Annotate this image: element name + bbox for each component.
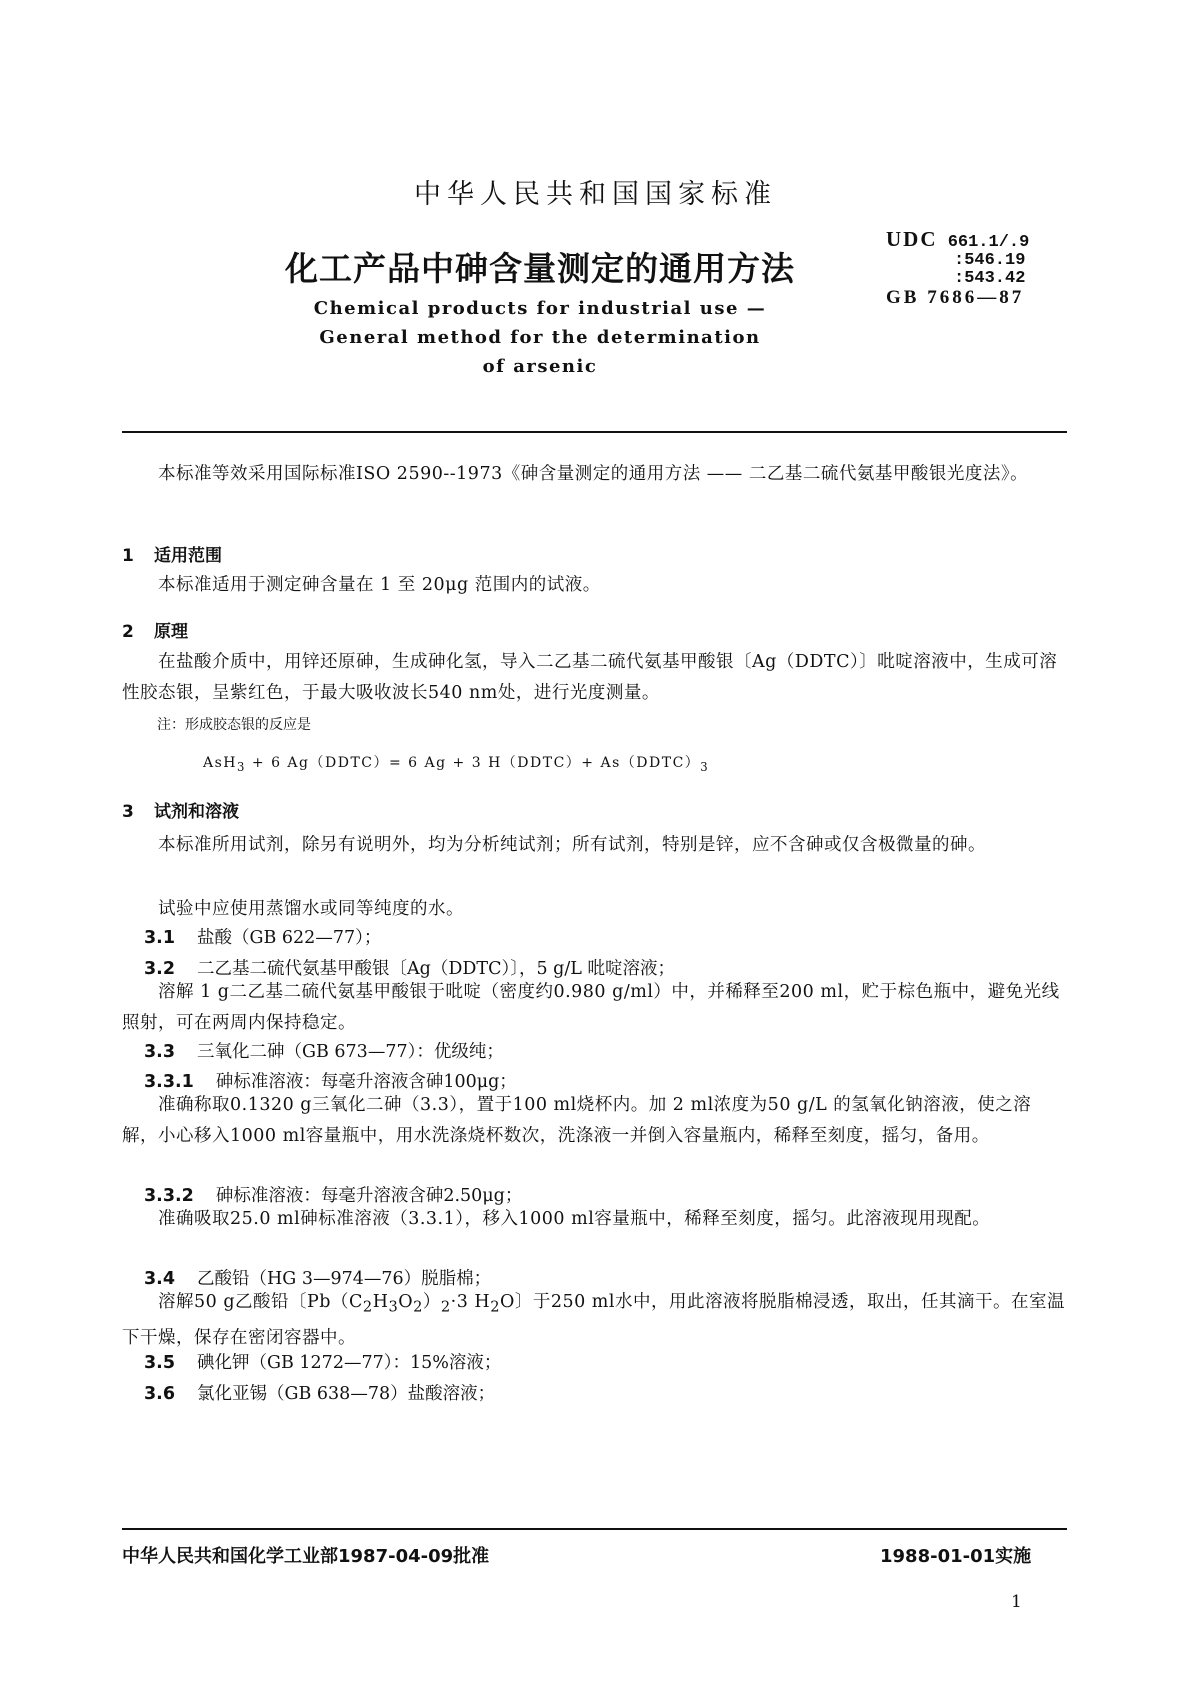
standard-type-header: 中华人民共和国国家标准 bbox=[414, 179, 777, 210]
item-3-2: 3.2 二乙基二硫代氨基甲酸银〔Ag（DDTC）〕，5 g/L 吡啶溶液； bbox=[144, 959, 675, 979]
udc-line-3: :543.42 bbox=[954, 269, 1026, 288]
item-3-3-2-description: 准确吸取25.0 ml砷标准溶液（3.3.1），移入1000 ml容量瓶中，稀释至刻度，摇匀。此溶液现用现配。 bbox=[158, 1209, 991, 1229]
page-number: 1 bbox=[1011, 1592, 1022, 1612]
section-3-number: 3 bbox=[122, 802, 134, 822]
item-3-5: 3.5 碘化钾（GB 1272—77）：15%溶液； bbox=[144, 1353, 502, 1373]
item-3-3-1-description: 准确称取0.1320 g三氧化二砷（3.3），置于100 ml烧杯内。加 2 ml浓度为50 g/L 的氢氧化钠溶液，使之溶解，小心移入1000 ml容量瓶中，用水洗涤烧杯数次，洗涤液一并倒入容量瓶内，稀释至刻度，摇匀，备用。 bbox=[122, 1095, 1032, 1146]
section-2-text: 在盐酸介质中，用锌还原砷，生成砷化氢，导入二乙基二硫代氨基甲酸银〔Ag（DDTC）〕吡啶溶液中，生成可溶性胶态银，呈紫红色，于最大吸收波长540 nm处，进行光度测量。 bbox=[122, 652, 1058, 703]
section-3-heading bbox=[122, 797, 239, 822]
item-3-3-1: 3.3.1 砷标准溶液：每毫升溶液含砷100μg； bbox=[144, 1072, 517, 1092]
item-3-1: 3.1 盐酸（GB 622—77）； bbox=[144, 928, 382, 948]
section-2-heading bbox=[122, 617, 188, 642]
item-3-6: 3.6 氯化亚锡（GB 638—78）盐酸溶液； bbox=[144, 1384, 496, 1404]
section-2-number: 2 bbox=[122, 622, 134, 642]
section-1-title: 适用范围 bbox=[154, 546, 222, 566]
section-1-text: 本标准适用于测定砷含量在 1 至 20μg 范围内的试液。 bbox=[158, 575, 601, 595]
section-2-note: 注：形成胶态银的反应是 bbox=[157, 717, 311, 733]
section-3-title: 试剂和溶液 bbox=[154, 802, 239, 822]
gb-number: GB 7686—87 bbox=[886, 287, 1025, 308]
section-3-text-1: 本标准所用试剂，除另有说明外，均为分析纯试剂；所有试剂，特别是锌，应不含砷或仅含极微量的砷。 bbox=[158, 835, 986, 855]
title-chinese: 化工产品中砷含量测定的通用方法 bbox=[285, 249, 795, 288]
title-english-line-1: Chemical products for industrial use — bbox=[313, 298, 767, 319]
item-3-4: 3.4 乙酸铅（HG 3—974—76）脱脂棉； bbox=[144, 1269, 492, 1289]
item-3-4-description: 溶解50 g乙酸铅〔$Pb(C_2H_3O_2)_2\cdot 3$ $H_2O$〕于250 ml水中，用此溶液将脱脂棉浸透，取出，任其滴干。在室温下干燥，保存在密闭容器中。 bbox=[122, 1292, 1065, 1348]
intro-paragraph: 本标准等效采用国际标准ISO 2590--1973《砷含量测定的通用方法 —— 二乙基二硫代氨基甲酸银光度法》。 bbox=[158, 464, 1029, 484]
section-2-title: 原理 bbox=[154, 622, 188, 642]
approval-line: 中华人民共和国化学工业部1987-04-09批准 bbox=[122, 1546, 490, 1567]
item-3-3-2: 3.3.2 砷标准溶液：每毫升溶液含砷2.50μg； bbox=[144, 1186, 523, 1206]
effective-date: 1988-01-01实施 bbox=[880, 1546, 1032, 1567]
footer-divider bbox=[122, 1528, 1067, 1530]
section-1-heading bbox=[122, 541, 222, 566]
section-1-number: 1 bbox=[122, 546, 134, 566]
header-divider bbox=[122, 431, 1067, 433]
reaction-equation: AsH$_3$ + 6 Ag（DDTC）= 6 Ag + 3 H（DDTC）+ $As(DDTC)_3$ bbox=[203, 755, 710, 774]
udc-line-1: 661.1/.9 bbox=[947, 233, 1030, 252]
udc-label: UDC bbox=[886, 227, 938, 251]
title-english-line-3: of arsenic bbox=[482, 356, 598, 377]
udc-line-2: :546.19 bbox=[954, 251, 1026, 270]
section-3-text-2: 试验中应使用蒸馏水或同等纯度的水。 bbox=[158, 899, 464, 919]
item-3-2-description: 溶解 1 g二乙基二硫代氨基甲酸银于吡啶（密度约0.980 g/ml）中，并稀释至200 ml，贮于棕色瓶中，避免光线照射，可在两周内保持稳定。 bbox=[122, 982, 1060, 1033]
title-english-line-2: General method for the determination bbox=[319, 327, 761, 348]
item-3-3: 3.3 三氧化二砷（GB 673—77）：优级纯； bbox=[144, 1042, 504, 1062]
